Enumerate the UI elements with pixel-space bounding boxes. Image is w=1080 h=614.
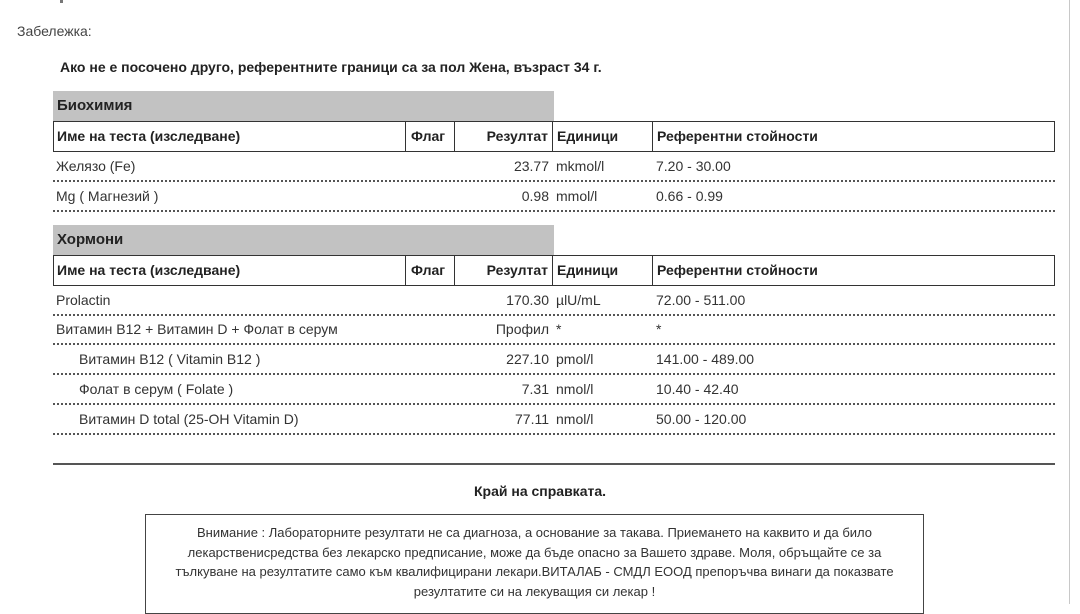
- column-header-row: [53, 255, 1055, 286]
- test-result: 23.77: [513, 158, 549, 174]
- test-name: Желязо (Fe): [56, 158, 136, 174]
- table-row: [53, 182, 1055, 212]
- test-result: 77.11: [515, 411, 549, 427]
- test-unit: pmol/l: [556, 351, 594, 367]
- page-right-border: [1069, 0, 1070, 604]
- section-title-hormones: Хормони: [53, 225, 554, 255]
- section-title-biochemistry: Биохимия: [53, 91, 554, 121]
- table-row: [53, 286, 1055, 316]
- test-unit: mmol/l: [556, 188, 598, 204]
- test-name: Витамин В12 + Витамин D + Фолат в серум: [56, 321, 338, 337]
- col-flag-header: Флаг: [411, 128, 446, 144]
- test-result: 0.98: [521, 188, 549, 204]
- table-row: [53, 375, 1055, 405]
- test-name: Mg ( Магнезий ): [56, 188, 159, 204]
- test-reference: 141.00 - 489.00: [656, 351, 755, 367]
- note-label: Забележка:: [17, 23, 92, 39]
- disclaimer-box: Внимание : Лабораторните резултати не са диагноза, а основание за такава. Приемането на каквито и да било лекарственисредства без лекарско предписание, може да бъде опасно за Вашето здраве. Моля, обръщайте се за тълкуване на резултатите само към квалифицирани лекари.ВИТАЛАБ - СМДЛ ЕООД препоръчва винаги да показвате резултатите си на лекуващия си лекар !: [145, 514, 924, 614]
- test-result: 227.10: [506, 351, 549, 367]
- col-reference-header: Референтни стойности: [657, 128, 818, 144]
- test-unit: nmol/l: [556, 381, 594, 397]
- table-row: [53, 345, 1055, 375]
- test-reference: 72.00 - 511.00: [656, 292, 746, 308]
- top-mark: [60, 0, 63, 3]
- test-reference: 10.40 - 42.40: [656, 381, 739, 397]
- test-unit: µlU/mL: [556, 292, 601, 308]
- test-unit: mkmol/l: [556, 158, 605, 174]
- test-reference: 0.66 - 0.99: [656, 188, 723, 204]
- col-name-header: Име на теста (изследване): [57, 128, 241, 144]
- col-reference-header: Референтни стойности: [657, 262, 818, 278]
- test-result: 7.31: [521, 381, 549, 397]
- report-end-text: Край на справката.: [473, 483, 607, 499]
- col-units-header: Единици: [557, 262, 619, 278]
- test-name: Витамин D total (25-OH Vitamin D): [79, 411, 299, 427]
- reference-note: Ако не е посочено друго, референтните граници са за пол Жена, възраст 34 г.: [60, 59, 602, 75]
- table-row: [53, 315, 1055, 345]
- column-header-row: [53, 121, 1055, 152]
- col-units-header: Единици: [557, 128, 619, 144]
- table-row: [53, 405, 1055, 435]
- col-result-header: Резултат: [486, 128, 548, 144]
- test-unit: *: [556, 321, 562, 337]
- col-name-header: Име на теста (изследване): [57, 262, 241, 278]
- col-result-header: Резултат: [486, 262, 548, 278]
- test-name: Prolactin: [56, 292, 111, 308]
- end-divider: [53, 463, 1055, 465]
- test-unit: nmol/l: [556, 411, 594, 427]
- table-row: [53, 152, 1055, 182]
- test-result: Профил: [495, 321, 549, 337]
- test-reference: 50.00 - 120.00: [656, 411, 747, 427]
- test-result: 170.30: [506, 292, 549, 308]
- test-name: Витамин В12 ( Vitamin B12 ): [79, 351, 261, 367]
- col-flag-header: Флаг: [411, 262, 446, 278]
- test-reference: *: [656, 321, 662, 337]
- test-name: Фолат в серум ( Folate ): [79, 381, 234, 397]
- test-reference: 7.20 - 30.00: [656, 158, 731, 174]
